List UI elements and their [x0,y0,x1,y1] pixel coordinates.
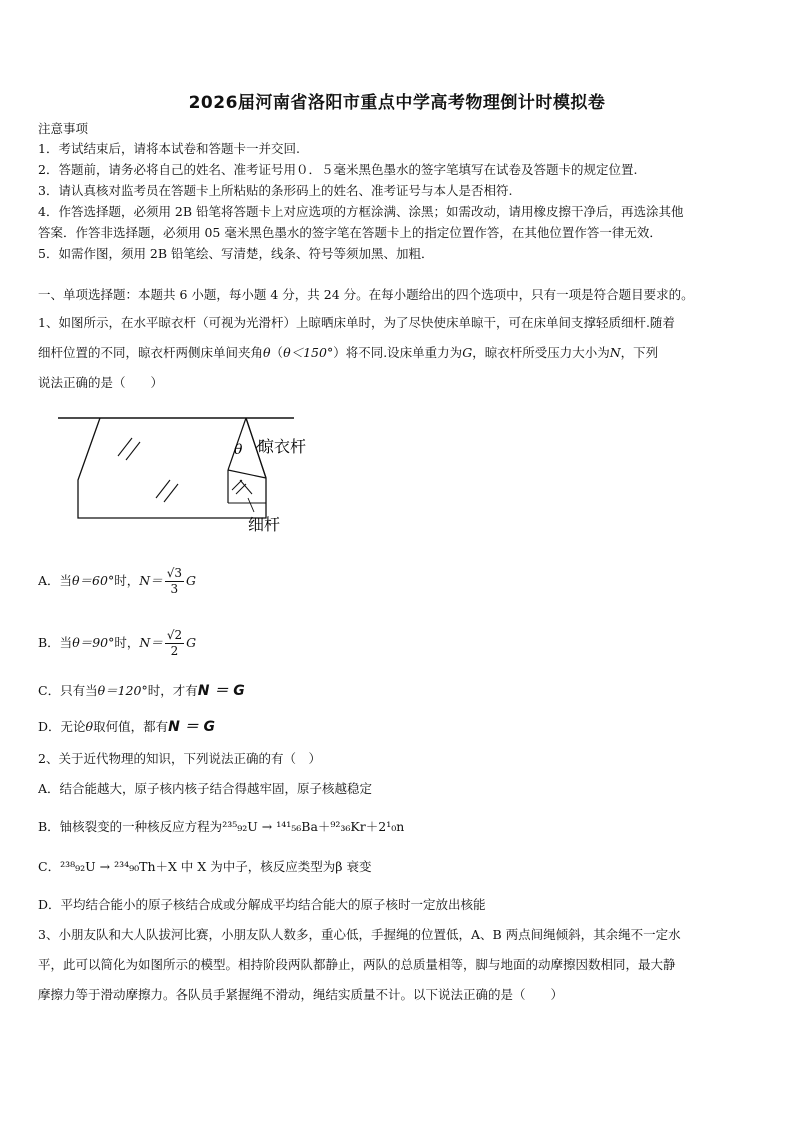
text: 中 X 为中子，核反应类型为β 衰变 [176,859,372,874]
question-2-option-a: A．结合能越大，原子核内核子结合得越牢固，原子核越稳定 [38,781,373,796]
theta-condition: θ＜150° [283,345,334,360]
option-label: D．无论 [38,719,86,734]
question-1-option-c [38,682,758,700]
question-2-stem: 2、关于近代物理的知识，下列说法正确的有（ ） [38,751,321,766]
fraction [165,566,184,597]
question-1-line-2 [38,344,758,362]
figure-rod-label: 晾衣杆 [258,437,307,456]
option-label: B．铀核裂变的一种核反应方程为 [38,819,223,834]
pointer-line [248,498,254,512]
fraction-denominator: 3 [170,582,179,596]
option-condition: θ＝60° [72,573,115,588]
text: 细杆位置的不同，晾衣杆两侧床单间夹角 [38,345,264,360]
question-1-option-b [38,628,758,659]
page-title: 2026届河南省洛阳市重点中学高考物理倒计时模拟卷 [188,93,606,113]
equation-lhs: N＝ [139,573,163,588]
gravity-symbol: G [185,573,196,588]
section-heading: 一、单项选择题：本题共 6 小题，每小题 4 分，共 24 分。在每小题给出的四个选项中，只有一项是符合题目要求的。 [38,287,694,302]
notice-item: 4．作答选择题，必须用 2B 铅笔将答题卡上对应选项的方框涂满、涂黑；如需改动，请用橡皮擦干净后，再选涂其他 [38,204,684,219]
text: 时，才有 [147,683,198,698]
theta-symbol: θ [263,345,271,360]
text: ，晾衣杆所受压力大小为 [472,345,610,360]
figure-theta-label: θ [234,442,243,458]
question-1-option-a [38,566,758,597]
nuclear-equation: ²³⁵₉₂U → ¹⁴¹₅₆Ba＋⁹²₃₆Kr＋2¹₀n [222,819,405,834]
fraction-numerator: √2 [166,628,183,642]
clothesline-figure [56,408,326,538]
glare-mark [156,480,170,498]
gravity-symbol: G [462,345,473,360]
hatch-mark [232,480,242,490]
nuclear-equation: ²³⁸₉₂U → ²³⁴₉₀Th＋X [60,859,177,874]
text: 时， [114,635,140,650]
text: ，下列 [620,345,659,360]
question-1-line-3: 说法正确的是（ ） [38,375,164,390]
text: （ [270,345,284,360]
option-condition: θ＝120° [97,683,148,698]
option-condition: θ＝90° [72,635,115,650]
notice-item: 1．考试结束后，请将本试卷和答题卡一并交回. [38,141,300,156]
glare-mark [118,438,132,456]
option-label: B．当 [38,635,73,650]
option-label: C． [38,859,61,874]
question-2-option-d: D．平均结合能小的原子核结合成或分解成平均结合能大的原子核时一定放出核能 [38,897,486,912]
question-2-option-c [38,856,758,878]
notice-item: 5．如需作图，须用 2B 铅笔绘、写清楚，线条、符号等须加黑、加粗． [38,246,434,261]
notice-heading: 注意事项 [38,121,89,136]
question-3-line-1: 3、小朋友队和大人队拔河比赛，小朋友队人数多，重心低，手握绳的位置低，A、B 两点间绳倾斜，其余绳不一定水 [38,927,681,942]
equation: N ＝ G [197,683,245,699]
notice-item: 答案．作答非选择题，必须用 05 毫米黑色墨水的签字笔在答题卡上的指定位置作答，在其他位置作答一律无效． [38,225,662,240]
glare-mark [164,484,178,502]
question-2-option-b [38,816,758,838]
question-3-line-2: 平，此可以简化为如图所示的模型。相持阶段两队都静止，两队的总质量相等，脚与地面的动摩擦因数相同，最大静 [38,957,676,972]
question-3-line-3: 摩擦力等于滑动摩擦力。各队员手紧握绳不滑动，绳结实质量不计。以下说法正确的是（ ） [38,987,564,1002]
figure-thin-rod-label: 细杆 [248,515,281,534]
notice-item: 3．请认真核对监考员在答题卡上所粘贴的条形码上的姓名、准考证号与本人是否相符. [38,183,513,198]
option-label: A．当 [38,573,73,588]
text: 时， [114,573,140,588]
glare-mark [126,442,140,460]
fraction-denominator: 2 [170,644,179,658]
question-1-option-d [38,718,758,736]
force-symbol: N [609,345,621,360]
option-label: C．只有当 [38,683,98,698]
equation-lhs: N＝ [139,635,163,650]
text: ）将不同.设床单重力为 [333,345,463,360]
equation: N ＝ G [168,719,216,735]
text: 取何值，都有 [93,719,169,734]
fraction [165,628,184,659]
thin-rod [228,470,266,478]
gravity-symbol: G [186,635,197,650]
question-1-line-1: 1、如图所示，在水平晾衣杆（可视为光滑杆）上晾晒床单时，为了尽快使床单晾干，可在床单间支撑轻质细杆.随着 [38,315,675,330]
theta-symbol: θ [85,719,94,734]
hatch-mark [240,480,252,494]
fraction-numerator: √3 [166,566,182,580]
notice-item: 2．答题前，请务必将自己的姓名、准考证号用０．５毫米黑色墨水的签字笔填写在试卷及答题卡的规定位置. [38,162,638,177]
